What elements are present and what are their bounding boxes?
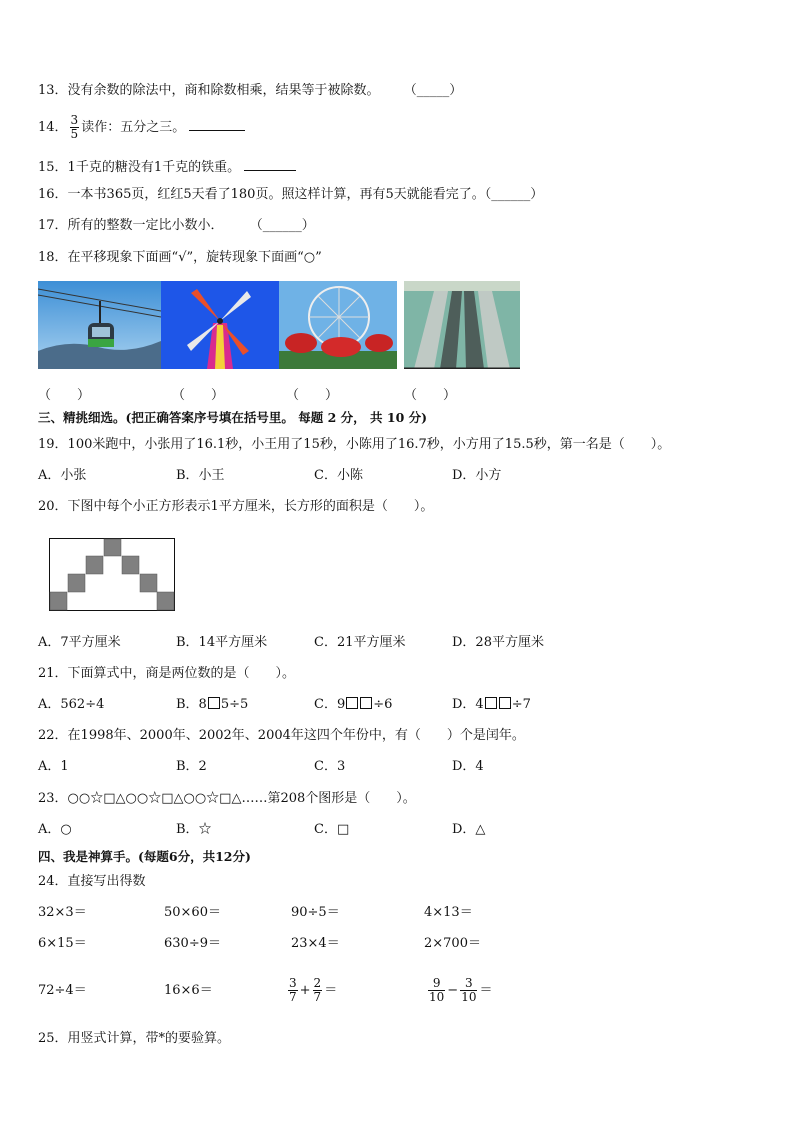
option-d[interactable]: D．小方 [452,468,502,483]
blank-box [360,697,372,709]
question-number: 25． [38,1031,68,1046]
option-d[interactable]: D．△ [452,822,486,837]
option-a[interactable]: A．562÷4 [38,697,105,712]
calc-item: 50×60＝ [164,905,221,920]
question-number: 20． [38,499,68,514]
question-text: 在平移现象下面画“√”，旋转现象下面画“○” [67,250,322,265]
calc-item: 6×15＝ [38,936,87,951]
question-14 [38,110,245,146]
question-text: 没有余数的除法中，商和除数相乘，结果等于被除数。 [67,83,380,98]
option-c[interactable]: C．21平方厘米 [314,635,406,650]
fraction-calc-2: $\frac{9}{10}$ − $\frac{3}{10}$ ＝ [429,976,493,1004]
question-text: 下图中每个小正方形表示1平方厘米，长方形的面积是（ ）。 [67,499,434,514]
grid-figure [49,538,175,611]
question-16 [38,186,543,204]
calc-item: 72÷4＝ [38,983,87,998]
question-number: 19． [38,437,68,452]
escalator-image [404,281,520,369]
option-a[interactable]: A．7平方厘米 [38,635,121,650]
question-number: 18． [38,250,68,265]
option-d[interactable]: D．4 [452,759,484,774]
option-b[interactable]: B．8 5÷5 [176,697,249,712]
option-a[interactable]: A．1 [38,759,69,774]
question-24 [38,873,146,891]
question-text: ○○☆□△○○☆□△○○☆□△……第208个图形是（ ）。 [67,791,416,806]
section-4-title: 四、我是神算手。(每题6分，共12分) [38,849,251,864]
fraction: $\frac{3}{5}$ [70,113,79,141]
calc-item: 90÷5＝ [291,905,340,920]
question-22 [38,727,525,745]
option-c[interactable]: C．9 ÷6 [314,697,393,712]
fraction-calc-1: $\frac{3}{7}$ + $\frac{2}{7}$ ＝ [289,976,338,1004]
question-19 [38,436,670,454]
calc-item: 2×700＝ [424,936,481,951]
option-c[interactable]: C．□ [314,822,350,837]
question-20 [38,498,433,516]
question-number: 21． [38,666,68,681]
option-d[interactable]: D．4 ÷7 [452,697,531,712]
option-b[interactable]: B．14平方厘米 [176,635,268,650]
answer-paren-3[interactable]: （ ） [286,388,339,403]
calc-item: 4×13＝ [424,905,473,920]
option-d[interactable]: D．28平方厘米 [452,635,544,650]
calc-item: 16×6＝ [164,983,213,998]
question-number: 13． [38,83,68,98]
question-text: 100米跑中，小张用了16.1秒，小王用了15秒，小陈用了16.7秒，小方用了15.5秒，第一名是（ ）。 [67,437,671,452]
answer-paren: （______） [484,187,544,202]
question-13 [38,82,462,100]
option-b[interactable]: B．☆ [176,822,212,837]
answer-paren: （______） [249,218,315,233]
cable-car-image [38,281,161,369]
option-c[interactable]: C．小陈 [314,468,363,483]
question-17 [38,217,315,235]
blank-box [346,697,358,709]
question-18 [38,249,322,267]
question-text: 用竖式计算，带*的要验算。 [67,1031,231,1046]
question-23 [38,790,416,808]
blank-box [485,697,497,709]
question-25 [38,1030,230,1048]
question-number: 22． [38,728,68,743]
answer-blank[interactable] [244,156,296,171]
question-21 [38,665,295,683]
question-15 [38,156,296,177]
ferris-wheel-image [279,281,397,369]
windmill-image [161,281,279,369]
blank-box [208,697,220,709]
calc-item: 32×3＝ [38,905,87,920]
question-text: 一本书365页，红红5天看了180页。照这样计算，再有5天就能看完了。 [67,187,485,202]
answer-paren-4[interactable]: （ ） [404,388,457,403]
option-c[interactable]: C．3 [314,759,346,774]
section-3-title: 三、精挑细选。(把正确答案序号填在括号里。 每题 2 分， 共 10 分) [38,410,428,425]
answer-blank[interactable] [189,116,245,131]
question-text: 直接写出得数 [67,874,146,889]
question-number: 16． [38,187,68,202]
question-text: 所有的整数一定比小数小． [67,218,224,233]
question-number: 24． [38,874,68,889]
option-a[interactable]: A．小张 [38,468,87,483]
answer-paren-1[interactable]: （ ） [38,388,91,403]
option-b[interactable]: B．小王 [176,468,225,483]
option-a[interactable]: A．○ [38,822,72,837]
question-number: 15． [38,160,68,175]
calc-item: 630÷9＝ [164,936,221,951]
question-number: 23． [38,791,68,806]
question-number: 17． [38,218,68,233]
question-text: 在1998年、2000年、2002年、2004年这四个年份中，有（ ）个是闰年。 [67,728,525,743]
calc-item: 23×4＝ [291,936,340,951]
answer-paren: （_____） [403,83,463,98]
answer-paren-2[interactable]: （ ） [172,388,225,403]
option-b[interactable]: B．2 [176,759,207,774]
question-text: 读作：五分之三。 [81,120,186,135]
blank-box [499,697,511,709]
question-text: 下面算式中，商是两位数的是（ ）。 [67,666,296,681]
question-number: 14． [38,120,68,135]
question-text: 1千克的糖没有1千克的铁重。 [67,160,241,175]
